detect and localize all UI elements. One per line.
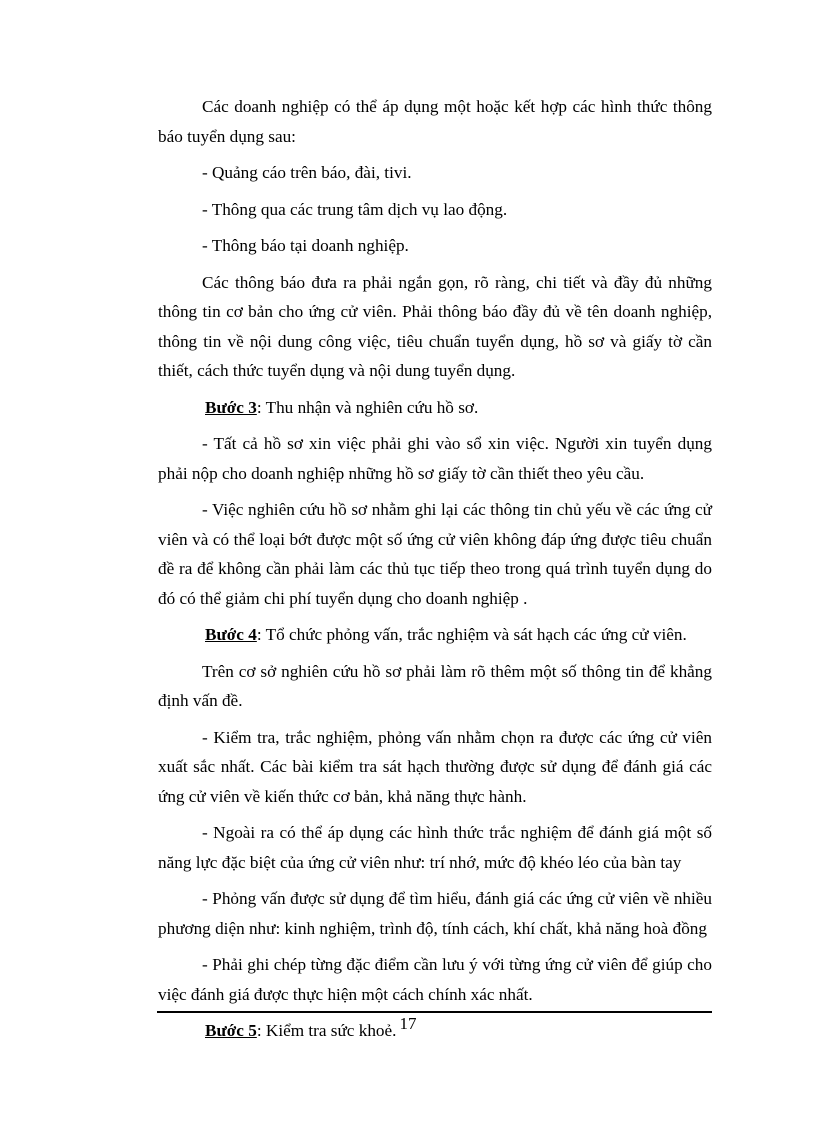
step-4-label: Bước 4	[205, 625, 257, 644]
step-3-heading	[158, 393, 712, 423]
step-3-label: Bước 3	[205, 397, 257, 417]
document-body	[158, 92, 712, 1053]
step-3-title: : Thu nhận và nghiên cứu hồ sơ.	[256, 397, 479, 417]
step-5-label: Bước 5	[205, 1021, 257, 1040]
list-item-ads: - Quảng cáo trên báo, đài, tivi.	[202, 163, 412, 182]
paragraph-announcement-intro: Các doanh nghiệp có thể áp dụng một hoặc kết hợp các hình thức thông báo tuyển dụng sau:	[158, 97, 712, 146]
paragraph-interviews: - Phỏng vấn được sử dụng để tìm hiểu, đánh giá các ứng cử viên về nhiều phương diện như: kinh nghiệm, trình độ, tính cách, khí chất, khả năng hoà đồng	[158, 889, 712, 938]
paragraph-testing: - Kiểm tra, trắc nghiệm, phỏng vấn nhằm chọn ra được các ứng cử viên xuất sắc nhất. Các bài kiểm tra sát hạch thường được sử dụng để đánh giá các ứng cử viên về kiến thức cơ bản, khả năng thực hành.	[158, 727, 712, 806]
paragraph-announcement-content: Các thông báo đưa ra phải ngắn gọn, rõ ràng, chi tiết và đầy đủ những thông tin cơ bản cho ứng cử viên. Phải thông báo đầy đủ về tên doanh nghiệp, thông tin về nội dung công việc, tiêu chuẩn tuyển dụng, hồ sơ và giấy tờ cần thiết, cách thức tuyển dụng và nội dung tuyển dụng.	[158, 272, 712, 380]
paragraph-application-review: - Việc nghiên cứu hồ sơ nhằm ghi lại các thông tin chủ yếu về các ứng cử viên và có thể loại bớt được một số ứng cử viên không đáp ứng được tiêu chuẩn đề ra để không cần phải làm các thủ tục tiếp theo trong quá trình tuyển dụng do đó có thể giảm chi phí tuyển dụng cho doanh nghiệp .	[158, 500, 712, 608]
page-number: 17	[399, 1014, 417, 1033]
step-4-title: : Tổ chức phỏng vấn, trắc nghiệm và sát hạch các ứng cử viên.	[256, 625, 687, 644]
paragraph-clarify-info: Trên cơ sở nghiên cứu hồ sơ phải làm rõ thêm một số thông tin để khẳng định vấn đề.	[158, 661, 712, 710]
step-4-heading	[158, 620, 712, 650]
step-5-title: : Kiểm tra sức khoẻ.	[256, 1021, 397, 1040]
list-item-labor-centers: - Thông qua các trung tâm dịch vụ lao động.	[202, 199, 508, 219]
paragraph-note-taking: - Phải ghi chép từng đặc điểm cần lưu ý với từng ứng cử viên để giúp cho việc đánh giá được thực hiện một cách chính xác nhất.	[158, 955, 712, 1004]
list-item-internal-notice: - Thông báo tại doanh nghiệp.	[202, 236, 409, 255]
paragraph-application-book: - Tất cả hồ sơ xin việc phải ghi vào sổ xin việc. Người xin tuyển dụng phải nộp cho doanh nghiệp những hồ sơ giấy tờ cần thiết theo yêu cầu.	[158, 434, 712, 483]
paragraph-aptitude-tests: - Ngoài ra có thể áp dụng các hình thức trắc nghiệm để đánh giá một số năng lực đặc biệt của ứng cử viên như: trí nhớ, mức độ khéo léo của bàn tay	[158, 823, 712, 872]
